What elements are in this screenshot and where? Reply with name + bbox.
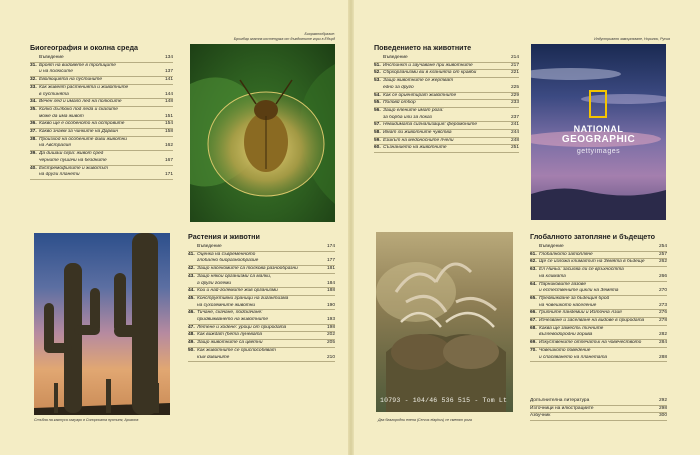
toc-entry-title: Броят на видовете в тропиците bbox=[39, 62, 116, 68]
toc-entry-title: придвижването на животните bbox=[197, 317, 269, 323]
toc-entry-page: 284 bbox=[658, 340, 667, 346]
toc-entry-title: Допълнителна литература bbox=[530, 398, 590, 403]
toc-entry-number: 70. bbox=[530, 347, 537, 353]
toc-entry-title: Как виждат (бета луневата bbox=[197, 332, 263, 338]
toc-entry bbox=[530, 274, 667, 282]
toc-entry-number: 59. bbox=[374, 137, 381, 143]
toc-entry bbox=[374, 115, 519, 123]
toc-entry-number: 36. bbox=[30, 121, 37, 127]
toc-entry bbox=[188, 296, 335, 303]
toc-entry-page: 151 bbox=[164, 113, 173, 119]
ng-logo-line2: GEOGRAPHIC bbox=[561, 134, 636, 145]
toc-entry-page: 167 bbox=[164, 157, 173, 163]
toc-entry-number: 57. bbox=[374, 122, 381, 128]
toc-entry-page: 144 bbox=[164, 91, 173, 97]
toc-entry-page: 278 bbox=[658, 318, 667, 324]
toc-entry-number: 35. bbox=[30, 106, 37, 112]
image-watermark: 10793 - 104/46 536 515 - Tom Lt bbox=[380, 397, 508, 404]
toc-entry bbox=[30, 55, 173, 63]
toc-entry-page: 214 bbox=[510, 55, 519, 60]
toc-entry-title: Имат ли животните чувства bbox=[383, 130, 452, 136]
toc-entry bbox=[374, 138, 519, 146]
toc-entry bbox=[30, 69, 173, 77]
toc-entry-title: Еволюцията на пустините bbox=[39, 77, 103, 83]
toc-entry-number: 53. bbox=[374, 78, 381, 84]
toc-entry-title: Глобалното затопляне bbox=[539, 251, 593, 257]
toc-entry-title: Езикът на медоносните пчели bbox=[383, 137, 454, 143]
toc-section-global-warming bbox=[530, 232, 667, 362]
toc-entry-number: 61. bbox=[530, 251, 537, 257]
toc-entry-title: Половй отбор bbox=[383, 100, 416, 106]
toc-entry-title: Невидимата сигнализация: феромоните bbox=[383, 122, 478, 128]
toc-entry-title: въглеводородни горива bbox=[539, 332, 593, 338]
toc-entry-title: Изкуствените отпечатък на човечеството bbox=[539, 340, 642, 346]
toc-back-matter bbox=[530, 398, 667, 421]
toc-entry bbox=[530, 303, 667, 311]
toc-entry bbox=[374, 85, 519, 93]
toc-entry-page: 276 bbox=[658, 310, 667, 316]
toc-entry-page: 225 bbox=[510, 84, 519, 90]
toc-entry-title: към дивините bbox=[197, 354, 230, 360]
toc-entry bbox=[530, 282, 667, 289]
toc-entry bbox=[30, 137, 173, 144]
toc-entry bbox=[30, 143, 173, 151]
toc-entry-title: Защо елените имат рога: bbox=[383, 107, 444, 113]
toc-entry bbox=[374, 145, 519, 153]
toc-entry-page: 221 bbox=[510, 70, 519, 76]
photo-caption: Биоразнообразие: bbox=[304, 32, 335, 36]
toc-entry bbox=[374, 55, 519, 63]
toc-entry-number: 64. bbox=[530, 281, 537, 287]
toc-entry-title: Парниковите газове bbox=[539, 281, 587, 287]
toc-entry-number: 47. bbox=[188, 324, 195, 330]
toc-entry-page: 266 bbox=[658, 273, 667, 279]
toc-entry-page: 148 bbox=[164, 99, 173, 105]
toc-entry-title: Грипните пандемии и Източна Азия bbox=[539, 310, 622, 316]
toc-entry-page: 251 bbox=[510, 145, 519, 151]
toc-entry-number: 31. bbox=[30, 62, 37, 68]
toc-entry-number: 45. bbox=[188, 295, 195, 301]
toc-entry-number: 33. bbox=[30, 84, 37, 90]
toc-entry bbox=[530, 259, 667, 267]
photo-caption: Два благородни елена (Cervus elaphus) се сменят рога bbox=[378, 418, 472, 422]
toc-entry bbox=[530, 244, 667, 252]
toc-entry-title: на сухоземните животни bbox=[197, 302, 256, 308]
toc-entry-number: 46. bbox=[188, 310, 195, 316]
toc-entry bbox=[374, 93, 519, 101]
toc-entry bbox=[188, 348, 335, 355]
toc-entry bbox=[30, 151, 173, 158]
toc-entry-page: 174 bbox=[326, 244, 335, 249]
toc-entry bbox=[188, 325, 335, 333]
toc-entry-title: Колко дълбоко под леда и скалите bbox=[39, 106, 118, 112]
toc-entry bbox=[30, 63, 173, 70]
toc-entry-title: едно за друго bbox=[383, 84, 414, 90]
toc-section-animal-behavior bbox=[374, 43, 519, 153]
toc-entry-page: 141 bbox=[164, 77, 173, 83]
toc-entry-title: и спасяването на планетата bbox=[539, 354, 608, 360]
toc-entry-title: Оценка на съвременното bbox=[197, 251, 256, 257]
toc-entry-page: 154 bbox=[164, 121, 173, 127]
toc-entry bbox=[530, 310, 667, 318]
toc-entry bbox=[530, 398, 667, 406]
toc-entry bbox=[530, 413, 667, 421]
toc-entry bbox=[188, 303, 335, 311]
toc-entry bbox=[30, 107, 173, 114]
toc-entry-title: Защо насекомите са толкова разнообразни bbox=[197, 266, 298, 272]
toc-entry bbox=[374, 78, 519, 85]
toc-entry-page: 237 bbox=[510, 114, 519, 120]
toc-entry-number: 56. bbox=[374, 107, 381, 113]
toc-rows bbox=[188, 244, 335, 362]
toc-entry bbox=[530, 406, 667, 414]
toc-entry-page: 270 bbox=[658, 288, 667, 294]
toc-entry bbox=[530, 332, 667, 340]
toc-entry-page: 158 bbox=[164, 129, 173, 135]
toc-entry-title: Азбучник bbox=[530, 413, 551, 419]
toc-entry-page: 181 bbox=[326, 266, 335, 272]
toc-entry-page: 177 bbox=[326, 258, 335, 264]
toc-entry bbox=[188, 244, 335, 252]
toc-entry-page: 190 bbox=[326, 302, 335, 308]
toc-entry-page: 193 bbox=[326, 317, 335, 323]
toc-entry-title: Конструктивни граници на гигантизма bbox=[197, 295, 289, 301]
toc-entry-title: Тичане, скачане, подскачане: bbox=[197, 310, 263, 316]
toc-entry-page: 257 bbox=[658, 251, 667, 257]
toc-entry-number: 54. bbox=[374, 92, 381, 98]
toc-entry-title: Ще се изложа климатът на Земята в бъдеще bbox=[539, 259, 645, 265]
deer-photo bbox=[376, 232, 513, 412]
toc-entry-title: Какво ще е особеното на островите bbox=[39, 121, 125, 127]
toc-entry bbox=[30, 166, 173, 173]
toc-entry-title: Да дишаш сяра: живот сред bbox=[39, 151, 104, 157]
toc-entry-title: и естествените цикли на Земята bbox=[539, 288, 619, 294]
toc-entry bbox=[188, 310, 335, 317]
toc-entry bbox=[188, 288, 335, 296]
toc-entry bbox=[30, 121, 173, 129]
section-title: Биогеография и околна среда bbox=[30, 43, 139, 52]
toc-entry-title: Каква ще заместь тичните bbox=[539, 325, 604, 331]
toc-entry bbox=[30, 77, 173, 85]
ng-logo-line3: gettyimages bbox=[576, 148, 621, 155]
toc-entry bbox=[374, 70, 519, 78]
toc-entry bbox=[530, 348, 667, 355]
toc-entry-number: 68. bbox=[530, 325, 537, 331]
toc-entry bbox=[530, 288, 667, 296]
toc-entry-number: 43. bbox=[188, 273, 195, 279]
toc-entry bbox=[188, 355, 335, 363]
section-title: Растения и животни bbox=[188, 232, 260, 241]
toc-entry bbox=[374, 108, 519, 115]
photo-caption: Индустриално замърсяване, Норилск, Русия bbox=[594, 37, 670, 41]
toc-entry bbox=[188, 274, 335, 281]
ng-yellow-frame-icon bbox=[589, 90, 607, 118]
toc-entry bbox=[30, 172, 173, 180]
toc-entry-page: 282 bbox=[658, 332, 667, 338]
toc-entry-page: 229 bbox=[510, 92, 519, 98]
toc-rows bbox=[530, 398, 667, 421]
toc-entry bbox=[188, 332, 335, 340]
toc-section-plants-animals bbox=[188, 232, 335, 362]
toc-entry-page: 217 bbox=[510, 62, 519, 68]
toc-entry-title: Изчезване и заселване на видове в природата bbox=[539, 318, 645, 324]
toc-entry-title: Вечен лед и имало лед на полюсите bbox=[39, 99, 122, 105]
toc-entry-number: 38. bbox=[30, 136, 37, 142]
toc-entry-number: 48. bbox=[188, 332, 195, 338]
toc-entry-page: 262 bbox=[658, 259, 667, 265]
toc-entry-title: Съзнанието на животните bbox=[383, 145, 447, 151]
toc-entry-title: Предвиждане за бъдещия брой bbox=[539, 295, 610, 301]
toc-entry bbox=[374, 63, 519, 71]
toc-entry-title: Въведение bbox=[539, 244, 564, 249]
toc-entry-page: 210 bbox=[326, 354, 335, 360]
toc-entry-title: и на полюсите bbox=[39, 69, 73, 75]
toc-entry bbox=[30, 158, 173, 166]
section-title: Поведението на животните bbox=[374, 43, 472, 52]
toc-entry-title: Сбрхорганизми ви в кланията от кравби bbox=[383, 70, 477, 76]
photo-caption: Стъбла на кактуса сагуаро в Сонорската пустиня, Аризона bbox=[34, 418, 139, 422]
toc-entry-number: 50. bbox=[188, 347, 195, 353]
toc-entry-number: 37. bbox=[30, 129, 37, 135]
toc-entry bbox=[188, 252, 335, 259]
toc-entry-page: 171 bbox=[164, 172, 173, 178]
toc-entry-title: глобално биоразнообразие bbox=[197, 258, 259, 264]
toc-entry-title: Как се ориентират животните bbox=[383, 92, 457, 98]
toc-entry-number: 34. bbox=[30, 99, 37, 105]
toc-entry-title: на човешкото население bbox=[539, 302, 597, 308]
toc-entry-page: 202 bbox=[326, 332, 335, 338]
toc-entry bbox=[530, 318, 667, 326]
toc-entry-page: 198 bbox=[326, 324, 335, 330]
toc-section-biogeography bbox=[30, 43, 173, 180]
toc-entry-page: 134 bbox=[164, 55, 173, 60]
toc-entry-title: може да има живот bbox=[39, 113, 84, 119]
toc-entry bbox=[188, 281, 335, 289]
toc-entry bbox=[530, 340, 667, 348]
toc-entry-title: за борба или за показ bbox=[383, 114, 432, 120]
toc-entry-title: Екстремофилите и животът bbox=[39, 165, 109, 171]
toc-entry-title: на други планети bbox=[39, 172, 80, 178]
toc-entry-title: на Австралия bbox=[39, 143, 71, 149]
book-gutter bbox=[348, 0, 354, 455]
toc-entry-number: 44. bbox=[188, 288, 195, 294]
toc-entry-number: 63. bbox=[530, 267, 537, 273]
toc-entry-title: Произход на особените диви животни bbox=[39, 136, 127, 142]
toc-entry-title: Летене и ходене: уроци от природата bbox=[197, 324, 287, 330]
toc-entry-title: Източници на илюстрациите bbox=[530, 405, 594, 411]
toc-entry bbox=[188, 317, 335, 325]
cactus-illustration bbox=[34, 233, 170, 415]
toc-entry-number: 51. bbox=[374, 62, 381, 68]
toc-entry-number: 62. bbox=[530, 259, 537, 265]
toc-entry-number: 32. bbox=[30, 77, 37, 83]
toc-entry-number: 67. bbox=[530, 318, 537, 324]
toc-rows bbox=[374, 55, 519, 153]
toc-entry-page: 137 bbox=[164, 69, 173, 75]
toc-entry-page: 254 bbox=[658, 244, 667, 249]
toc-entry-number: 65. bbox=[530, 295, 537, 301]
toc-entry-page: 241 bbox=[510, 122, 519, 128]
toc-entry-title: а други големи bbox=[197, 280, 232, 286]
toc-entry-title: Въведение bbox=[39, 55, 64, 60]
toc-entry-number: 52. bbox=[374, 70, 381, 76]
toc-entry bbox=[374, 100, 519, 108]
toc-entry bbox=[30, 92, 173, 100]
toc-entry-number: 49. bbox=[188, 340, 195, 346]
toc-entry-title: Какво знаем за чинките на Дарвин bbox=[39, 129, 118, 135]
toc-entry-title: Кои и най-големите жив организми bbox=[197, 288, 278, 294]
toc-entry-page: 162 bbox=[164, 143, 173, 149]
toc-entry-number: 60. bbox=[374, 145, 381, 151]
toc-entry bbox=[30, 114, 173, 122]
toc-entry-number: 58. bbox=[374, 130, 381, 136]
national-geographic-photo bbox=[531, 44, 666, 220]
toc-entry-page: 184 bbox=[326, 280, 335, 286]
toc-entry bbox=[530, 296, 667, 303]
toc-entry-number: 41. bbox=[188, 251, 195, 257]
toc-entry-page: 188 bbox=[326, 288, 335, 294]
cactus-photo bbox=[34, 233, 170, 415]
toc-entry-number: 66. bbox=[530, 310, 537, 316]
toc-entry bbox=[530, 326, 667, 333]
section-title: Глобалното затопляне и бъдещето bbox=[530, 232, 656, 241]
toc-entry bbox=[30, 99, 173, 107]
toc-entry bbox=[374, 122, 519, 130]
toc-entry-page: 233 bbox=[510, 100, 519, 106]
toc-entry bbox=[530, 355, 667, 363]
toc-entry-title: Човешкото поведение bbox=[539, 347, 591, 353]
toc-entry-title: на климата bbox=[539, 273, 566, 279]
toc-entry-title: Как животните се приспособяват bbox=[197, 347, 276, 353]
toc-entry-page: 248 bbox=[510, 137, 519, 143]
toc-entry-number: 69. bbox=[530, 340, 537, 346]
ng-logo-line1: NATIONAL bbox=[573, 124, 624, 134]
toc-entry-title: Как живеят растенията и животните bbox=[39, 84, 129, 90]
toc-entry-title: Въведение bbox=[197, 244, 222, 249]
toc-entry-page: 205 bbox=[326, 340, 335, 346]
toc-entry bbox=[530, 267, 667, 274]
toc-entry-number: 42. bbox=[188, 266, 195, 272]
toc-entry-title: Защо животните са цветни bbox=[197, 340, 263, 346]
beetle-photo bbox=[190, 44, 335, 222]
toc-entry-number: 40. bbox=[30, 165, 37, 171]
photo-caption: Бръмбар златна костенурка от дъждовните гори в Ебърд bbox=[233, 37, 335, 41]
toc-entry bbox=[30, 129, 173, 137]
toc-entry bbox=[374, 130, 519, 138]
deer-illustration bbox=[376, 232, 513, 412]
toc-entry-title: черните пушачи на бездните bbox=[39, 157, 107, 163]
toc-entry bbox=[188, 340, 335, 348]
toc-entry bbox=[188, 266, 335, 274]
beetle-illustration bbox=[190, 44, 335, 222]
toc-entry-title: Ел Ниньо: засилва ли се връхността bbox=[539, 267, 624, 273]
toc-entry-page: 273 bbox=[658, 302, 667, 308]
toc-entry bbox=[530, 252, 667, 260]
toc-entry-page: 288 bbox=[658, 354, 667, 360]
toc-entry bbox=[188, 258, 335, 266]
toc-rows bbox=[30, 55, 173, 180]
toc-entry-title: Инстинкт и заучаване при животните bbox=[383, 62, 473, 68]
toc-entry-page: 298 bbox=[658, 405, 667, 411]
toc-entry bbox=[30, 85, 173, 92]
toc-entry-title: в пустинята bbox=[39, 91, 69, 97]
toc-entry-title: Защо някои организми са малки, bbox=[197, 273, 272, 279]
toc-entry-number: 39. bbox=[30, 151, 37, 157]
toc-entry-title: Защо животните се жертват bbox=[383, 78, 454, 84]
toc-entry-page: 244 bbox=[510, 130, 519, 136]
toc-entry-number: 55. bbox=[374, 100, 381, 106]
toc-entry-title: Въведение bbox=[383, 55, 408, 60]
toc-entry-page: 292 bbox=[658, 398, 667, 403]
toc-entry-page: 300 bbox=[658, 413, 667, 419]
toc-rows bbox=[530, 244, 667, 362]
